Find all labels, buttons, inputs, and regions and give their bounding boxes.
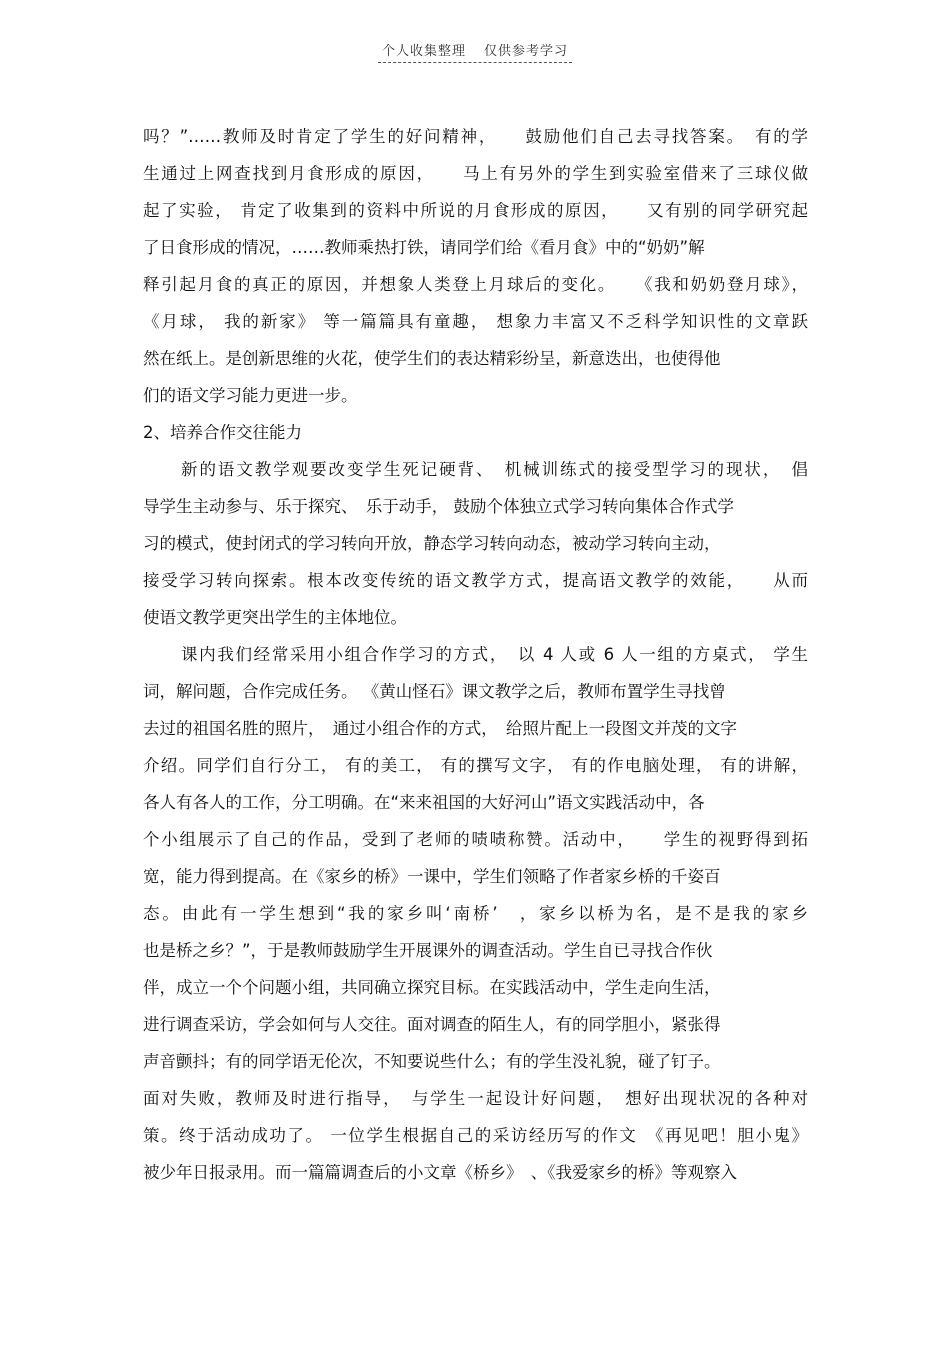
header-right-text: 仅供参考学习 <box>484 44 569 59</box>
text-line: 各人有各人的工作，分工明确。在“来来祖国的大好河山”语文实践活动中，各 <box>143 793 705 812</box>
text-line: 去过的祖国名胜的照片， 通过小组合作的方式， 给照片配上一段图文并茂的文字 <box>143 719 737 738</box>
page-header <box>0 40 950 63</box>
text-line: 使语文教学更突出学生的主体地位。 <box>143 608 407 627</box>
text-line: 伴，成立一个个问题小组，共同确立探究目标。在实践活动中，学生走向生活， <box>143 978 721 997</box>
text-line: 接受学习转向探索。根本改变传统的语文教学方式，提高语文教学的效能， 从而 <box>143 571 808 590</box>
text-line: 吗？”……教师及时肯定了学生的好问精神， 鼓励他们自己去寻找答案。 有的学 <box>143 127 808 146</box>
header-watermark <box>378 40 572 63</box>
text-line: 被少年日报录用。而一篇篇调查后的小文章《桥乡》 、《我爱家乡的桥》等观察入 <box>143 1163 737 1182</box>
text-line: 介绍。同学们自行分工， 有的美工， 有的撰写文字， 有的作电脑处理， 有的讲解， <box>143 756 808 775</box>
text-line: 释引起月食的真正的原因，并想象人类登上月球后的变化。 《我和奶奶登月球》， <box>143 275 808 294</box>
text-line: 策。终于活动成功了。 一位学生根据自己的采访经历写的作文 《再见吧！胆小鬼》 <box>143 1126 808 1145</box>
text-line: 2、培养合作交往能力 <box>143 423 302 442</box>
text-line: 然在纸上。是创新思维的火花，使学生们的表达精彩纷呈，新意迭出，也使得他 <box>143 349 721 368</box>
text-line: 声音颤抖；有的同学语无伦次，不知要说些什么；有的学生没礼貌，碰了钉子。 <box>143 1052 721 1071</box>
text-line: 宽，能力得到提高。在《家乡的桥》一课中，学生们领略了作者家乡桥的千姿百 <box>143 867 721 886</box>
text-line: 课内我们经常采用小组合作学习的方式， 以 4 人或 6 人一组的方桌式， 学生 <box>181 645 808 664</box>
header-left-text: 个人收集整理 <box>381 44 466 59</box>
text-line: 进行调查采访，学会如何与人交往。面对调查的陌生人，有的同学胆小，紧张得 <box>143 1015 721 1034</box>
text-line: 习的模式，使封闭式的学习转向开放，静态学习转向动态，被动学习转向主动， <box>143 534 721 553</box>
text-line: 导学生主动参与、乐于探究、 乐于动手， 鼓励个体独立式学习转向集体合作式学 <box>143 497 734 516</box>
text-line: 《月球， 我的新家》 等一篇篇具有童趣， 想象力丰富又不乏科学知识性的文章跃 <box>143 312 808 331</box>
text-line: 词，解问题，合作完成任务。 《黄山怪石》课文教学之后，教师布置学生寻找曾 <box>143 682 726 701</box>
text-line: 新的语文教学观要改变学生死记硬背、 机械训练式的接受型学习的现状， 倡 <box>181 460 808 479</box>
text-line: 态。由此有一学生想到“我的家乡叫‘南桥’ ，家乡以桥为名，是不是我的家乡 <box>143 904 808 923</box>
text-line: 了日食形成的情况，……教师乘热打铁，请同学们给《看月食》中的“奶奶”解 <box>143 238 705 257</box>
text-line: 生通过上网查找到月食形成的原因， 马上有另外的学生到实验室借来了三球仪做 <box>143 164 808 183</box>
text-line: 们的语文学习能力更进一步。 <box>143 386 358 405</box>
text-line: 起了实验， 肯定了收集到的资料中所说的月食形成的原因， 又有别的同学研究起 <box>143 201 808 220</box>
text-line: 面对失败，教师及时进行指导， 与学生一起设计好问题， 想好出现状况的各种对 <box>143 1089 808 1108</box>
text-line: 个小组展示了自己的作品，受到了老师的啧啧称赞。活动中， 学生的视野得到拓 <box>143 830 808 849</box>
document-body <box>143 126 808 1199</box>
text-line: 也是桥之乡？”，于是教师鼓励学生开展课外的调查活动。学生自已寻找合作伙 <box>143 941 713 960</box>
